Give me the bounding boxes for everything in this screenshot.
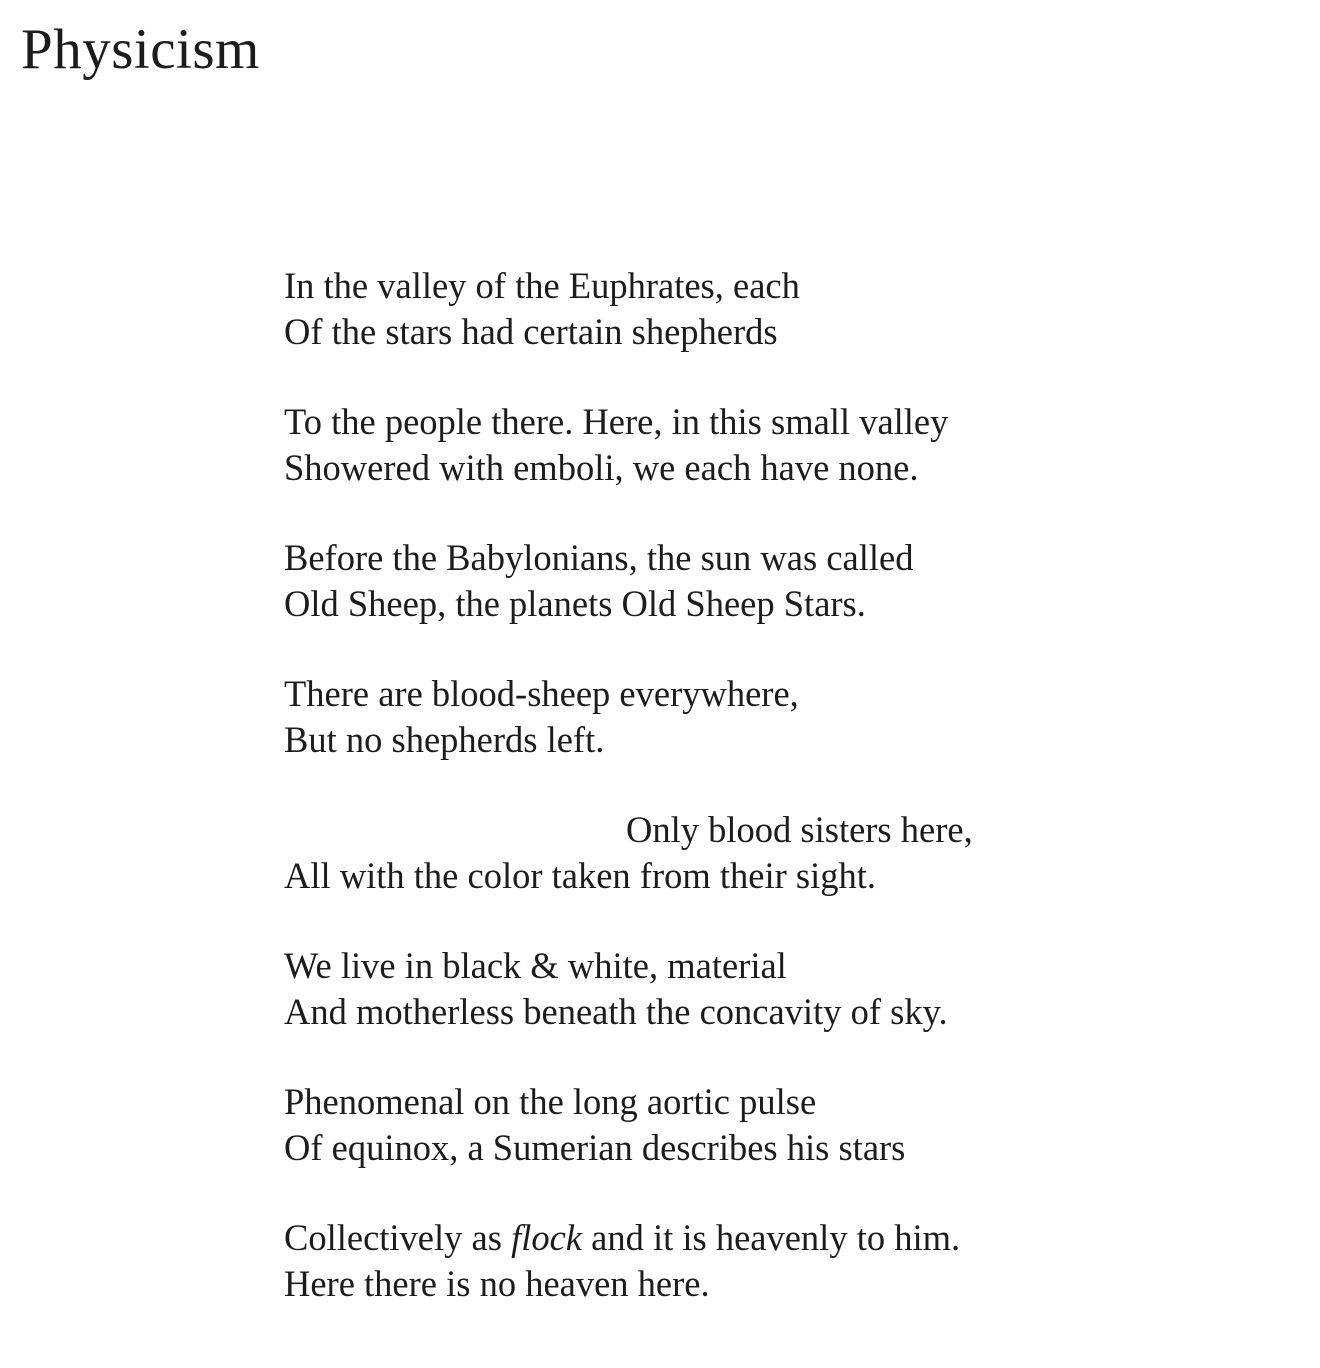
stanza-3 xyxy=(284,535,1044,627)
stanza-8 xyxy=(284,1215,1044,1307)
poem-line: Before the Babylonians, the sun was called xyxy=(284,537,914,578)
poem-line: And motherless beneath the concavity of sky. xyxy=(284,991,948,1032)
stanza-1 xyxy=(284,263,1044,355)
poem-line: There are blood-sheep everywhere, xyxy=(284,673,799,714)
line-text-before: Collectively as xyxy=(284,1217,512,1258)
poem-line: In the valley of the Euphrates, each xyxy=(284,265,800,306)
stanza-7 xyxy=(284,1079,1044,1171)
poem-line-indented: Only blood sisters here, xyxy=(626,809,973,850)
stanza-5 xyxy=(284,807,1044,899)
stanza-2 xyxy=(284,399,1044,491)
stanza-4 xyxy=(284,671,1044,763)
poem-line: But no shepherds left. xyxy=(284,719,605,760)
poem-line: Old Sheep, the planets Old Sheep Stars. xyxy=(284,583,866,624)
poem-line: Here there is no heaven here. xyxy=(284,1263,710,1304)
poem-line: We live in black & white, material xyxy=(284,945,787,986)
line-text-after: and it is heavenly to him. xyxy=(582,1217,961,1258)
poem-body xyxy=(284,263,1044,1351)
poem-line: Of equinox, a Sumerian describes his stars xyxy=(284,1127,906,1168)
italic-word: flock xyxy=(511,1217,582,1258)
page-title: Physicism xyxy=(21,18,260,81)
poem-line: Of the stars had certain shepherds xyxy=(284,311,778,352)
poem-line: Showered with emboli, we each have none. xyxy=(284,447,919,488)
poem-line: All with the color taken from their sight. xyxy=(284,855,876,896)
stanza-6 xyxy=(284,943,1044,1035)
poem-line: Phenomenal on the long aortic pulse xyxy=(284,1081,817,1122)
poem-line xyxy=(284,1215,1044,1261)
poem-line: To the people there. Here, in this small valley xyxy=(284,401,949,442)
